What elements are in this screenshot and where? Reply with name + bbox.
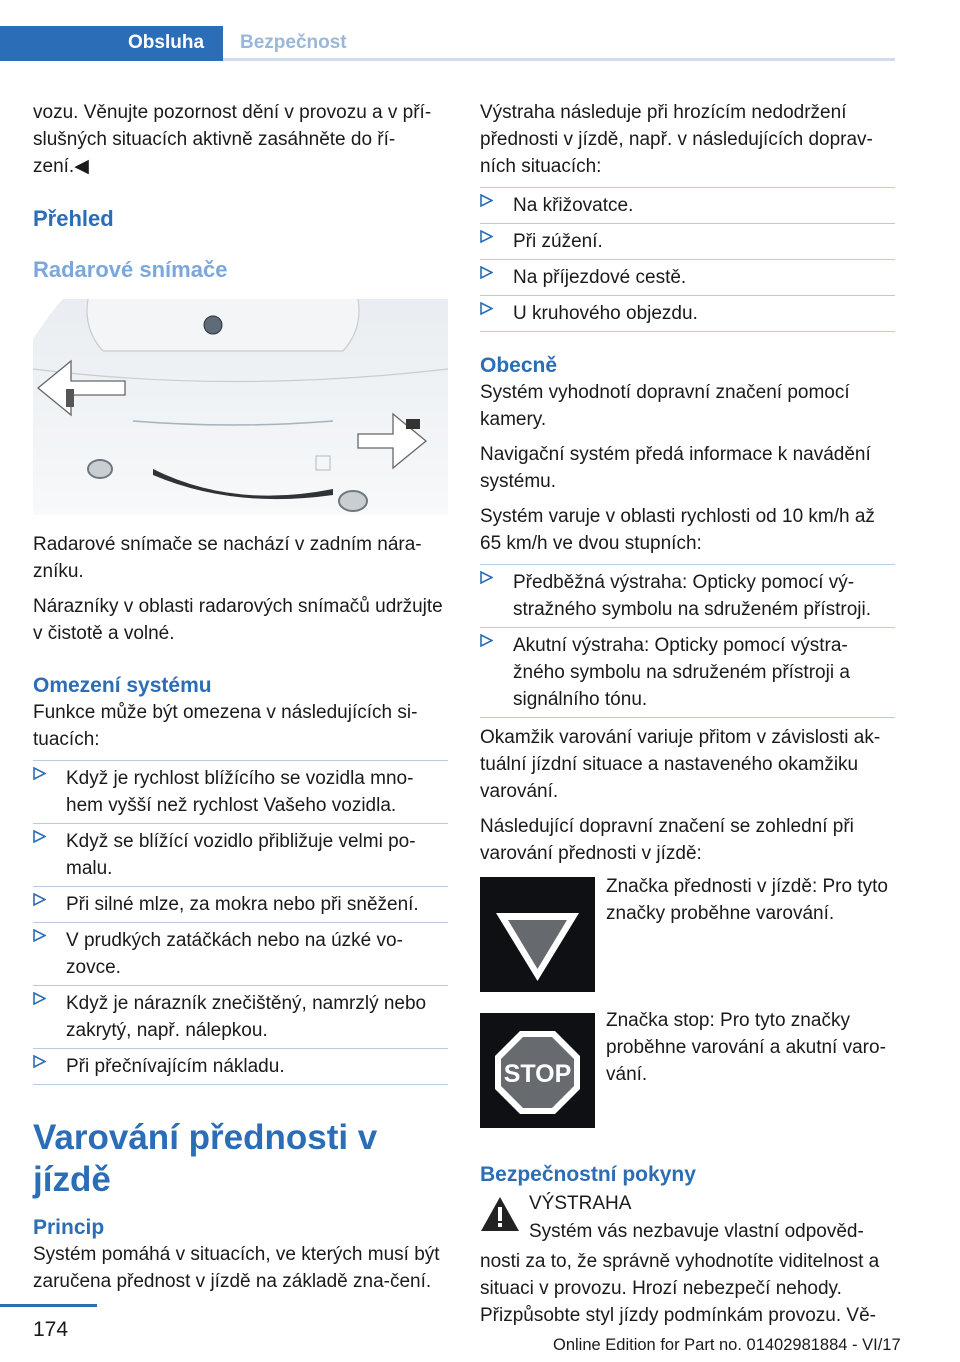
rear-bumper-figure [33,299,448,515]
safety-heading: Bezpečnostní pokyny [480,1163,696,1186]
warn-intro: Výstraha následuje při hrozícím nedodržení přednosti v jízdě, např. v následujících doprav-ních situacích: [480,102,873,177]
tab-obsluha-label: Obsluha [128,32,205,53]
situation-item [480,188,895,223]
tab-obsluha[interactable] [0,26,223,61]
left-column [33,99,448,1295]
situation-item-text: Při zúžení. [513,231,603,252]
general-paragraph-2: Navigační systém předá informace k navádění systému. [480,444,871,492]
stage-item [480,565,895,627]
divider [480,331,895,332]
triangle-bullet-icon [480,634,493,647]
general-paragraph-1: Systém vyhodnotí dopravní značení pomocí kamery. [480,382,850,430]
limits-list [33,761,448,1085]
warning-triangle-icon [480,1196,520,1240]
limit-item [33,887,448,922]
limit-item-text: V prudkých zatáčkách nebo na úzké vo-zovce. [66,930,403,978]
triangle-bullet-icon [480,571,493,584]
overview-heading: Přehled [33,206,114,231]
general-paragraph-5: Následující dopravní značení se zohlední při varování přednosti v jízdě: [480,816,854,864]
limit-item-text: Když se blížící vozidlo přibližuje velmi po-malu. [66,831,416,879]
stage-item-text: Akutní výstraha: Opticky pomocí výstra-žného symbolu na sdruženém přístroji a signálního tónu. [513,635,850,710]
triangle-bullet-icon [480,194,493,207]
limit-item-text: Při přečnívajícím nákladu. [66,1056,285,1077]
triangle-bullet-icon [480,302,493,315]
footer-line [0,1304,97,1307]
stop-sign-icon [480,1013,595,1128]
rear-bumper-illustration [33,299,448,515]
limit-item [33,824,448,886]
general-heading: Obecně [480,354,558,377]
situation-item-text: U kruhového objezdu. [513,303,698,324]
limit-item [33,986,448,1048]
limit-item [33,761,448,823]
tab-bezpecnost[interactable] [223,26,895,61]
tab-bezpecnost-label: Bezpečnost [240,32,347,53]
general-paragraph-3: Systém varuje v oblasti rychlosti od 10 km/h až 65 km/h ve dvou stupních: [480,506,875,554]
principle-text: Systém pomáhá v situacích, ve kterých musí být zaručena přednost v jízdě na základě zna-čení. [33,1244,440,1292]
stop-sign-text: Značka stop: Pro tyto značky proběhne varování a akutní varo-vání. [606,1010,886,1085]
stage-item-text: Předběžná výstraha: Opticky pomocí vý-stražného symbolu na sdruženém přístroji. [513,572,871,620]
triangle-bullet-icon [33,830,46,843]
situation-item [480,296,895,331]
situations-list [480,188,895,332]
yield-sign-row [480,877,895,995]
principle-heading: Princip [33,1216,105,1239]
warning-text-first-line: Systém vás nezbavuje vlastní odpověd- [529,1221,864,1242]
divider [480,717,895,718]
yield-sign-text: Značka přednosti v jízdě: Pro tyto značky proběhne varování. [606,876,888,924]
yield-sign-icon [480,877,595,992]
limit-item-text: Když je rychlost blížícího se vozidla mno-hem vyšší než rychlost Vašeho vozidla. [66,768,414,816]
stage-item [480,628,895,717]
situation-item-text: Na křižovatce. [513,195,634,216]
situation-item [480,260,895,295]
triangle-bullet-icon [480,266,493,279]
triangle-bullet-icon [33,992,46,1005]
footer-edition: Online Edition for Part no. 01402981884 - VI/17 [553,1336,901,1354]
general-paragraph-4: Okamžik varování variuje přitom v závislosti ak-tuální jízdní situace a nastaveného okamžiku varování. [480,727,881,802]
sensors-heading: Radarové snímače [33,257,228,282]
stop-label: STOP [503,1060,572,1088]
triangle-bullet-icon [33,1055,46,1068]
situation-item-text: Na příjezdové cestě. [513,267,687,288]
triangle-bullet-icon [33,767,46,780]
right-column [480,99,895,1329]
triangle-bullet-icon [33,929,46,942]
limit-item-text: Při silné mlze, za mokra nebo při sněžení. [66,894,419,915]
limits-heading: Omezení systému [33,674,212,697]
stop-sign-row [480,1010,895,1131]
triangle-bullet-icon [480,230,493,243]
limit-item-text: Když je nárazník znečištěný, namrzlý nebo zakrytý, např. nálepkou. [66,993,427,1041]
sensors-paragraph-1: Radarové snímače se nachází v zadním nára-zníku. [33,534,422,582]
limits-intro: Funkce může být omezena v následujících si-tuacích: [33,702,418,750]
main-heading: Varování přednosti v jízdě [33,1118,378,1199]
warning-box [480,1193,895,1250]
intro-text: vozu. Věnujte pozornost dění v provozu a v pří-slušných situacích aktivně zasáhněte do ří-zení.◀ [33,102,432,177]
divider [33,1084,448,1085]
limit-item [33,1049,448,1084]
warning-text: nosti za to, že správně vyhodnotíte viditelnost a situaci v provozu. Hrozí nebezpečí nehody. Přizpůsobte styl jízdy podmínkám provozu. Vě- [480,1251,880,1326]
limit-item [33,923,448,985]
page-number: 174 [33,1318,69,1341]
triangle-bullet-icon [33,893,46,906]
stages-list [480,565,895,718]
warning-label: VÝSTRAHA [529,1193,632,1214]
sensors-paragraph-2: Nárazníky v oblasti radarových snímačů udržujte v čistotě a volné. [33,596,443,644]
situation-item [480,224,895,259]
